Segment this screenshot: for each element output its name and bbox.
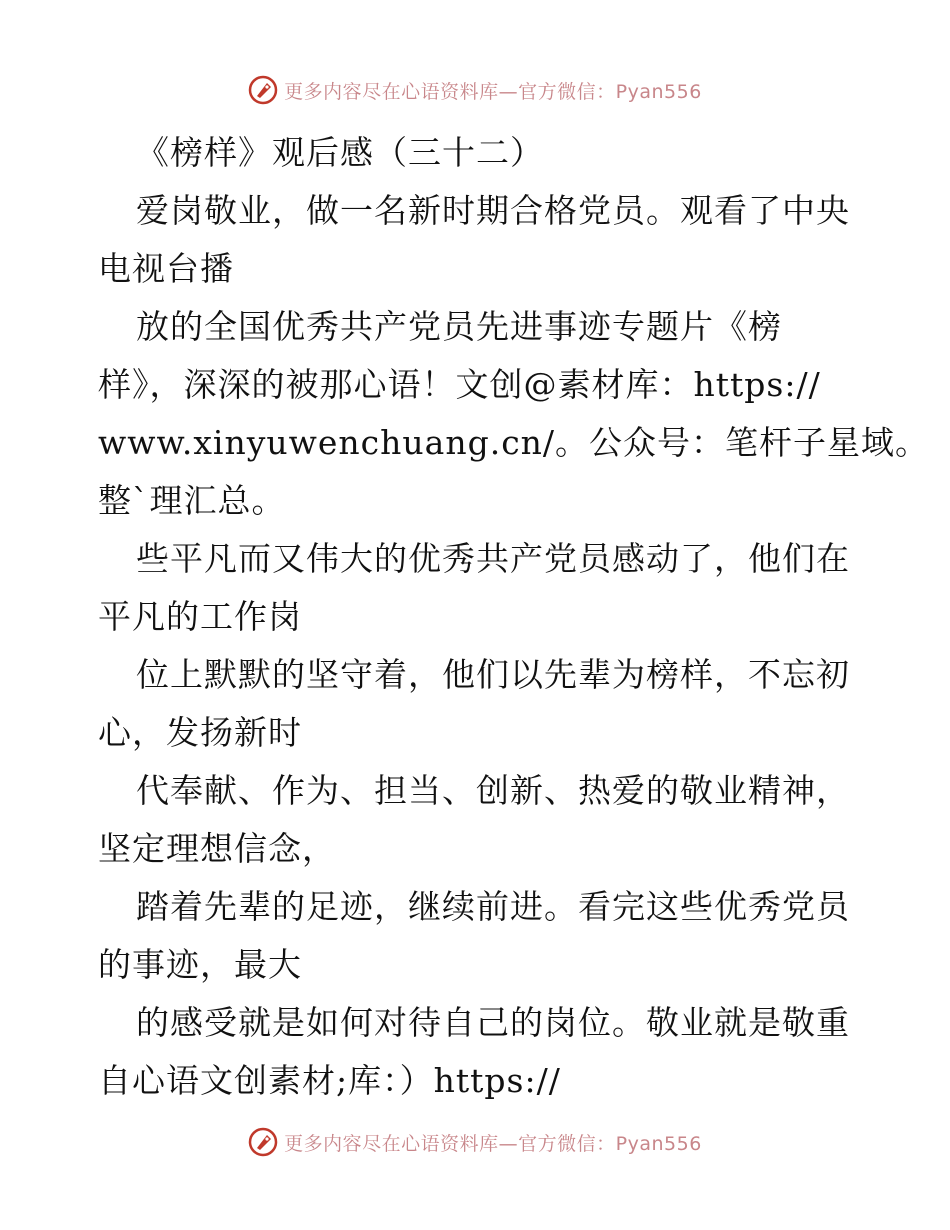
doc-line: 的事迹，最大	[98, 945, 302, 984]
header-banner	[0, 70, 950, 110]
pen-nib-logo-icon	[248, 1127, 278, 1157]
doc-line: 平凡的工作岗	[98, 597, 302, 636]
doc-line: 踏着先辈的足迹，继续前进。看完这些优秀党员	[136, 887, 850, 926]
footer-banner	[0, 1122, 950, 1162]
doc-line: 代奉献、作为、担当、创新、热爱的敬业精神，	[136, 771, 850, 810]
doc-title: 《榜样》观后感（三十二）	[136, 133, 544, 172]
doc-line: 些平凡而又伟大的优秀共产党员感动了，他们在	[136, 539, 850, 578]
doc-line: 坚定理想信念，	[98, 829, 336, 868]
doc-line: 电视台播	[98, 249, 234, 288]
doc-line: 样》，深深的被那心语！文创@素材库：https://	[98, 365, 821, 404]
footer-banner-text: 更多内容尽在心语资料库—官方微信：Pyan556	[284, 1132, 702, 1155]
doc-line: 自心语文创素材;库：）https://	[98, 1061, 561, 1100]
doc-line: 心，发扬新时	[98, 713, 302, 752]
doc-line: 爱岗敬业，做一名新时期合格党员。观看了中央	[136, 191, 850, 230]
document-body	[98, 124, 930, 1110]
header-banner-text: 更多内容尽在心语资料库—官方微信：Pyan556	[284, 80, 702, 103]
doc-line: 整`理汇总。	[98, 481, 286, 520]
doc-line: 的感受就是如何对待自己的岗位。敬业就是敬重	[136, 1003, 850, 1042]
pen-nib-logo-icon	[248, 75, 278, 105]
doc-line: 放的全国优秀共产党员先进事迹专题片《榜	[136, 307, 782, 346]
doc-line: 位上默默的坚守着，他们以先辈为榜样，不忘初	[136, 655, 850, 694]
doc-line: www.xinyuwenchuang.cn/。公众号：笔杆子星域。	[98, 423, 930, 462]
